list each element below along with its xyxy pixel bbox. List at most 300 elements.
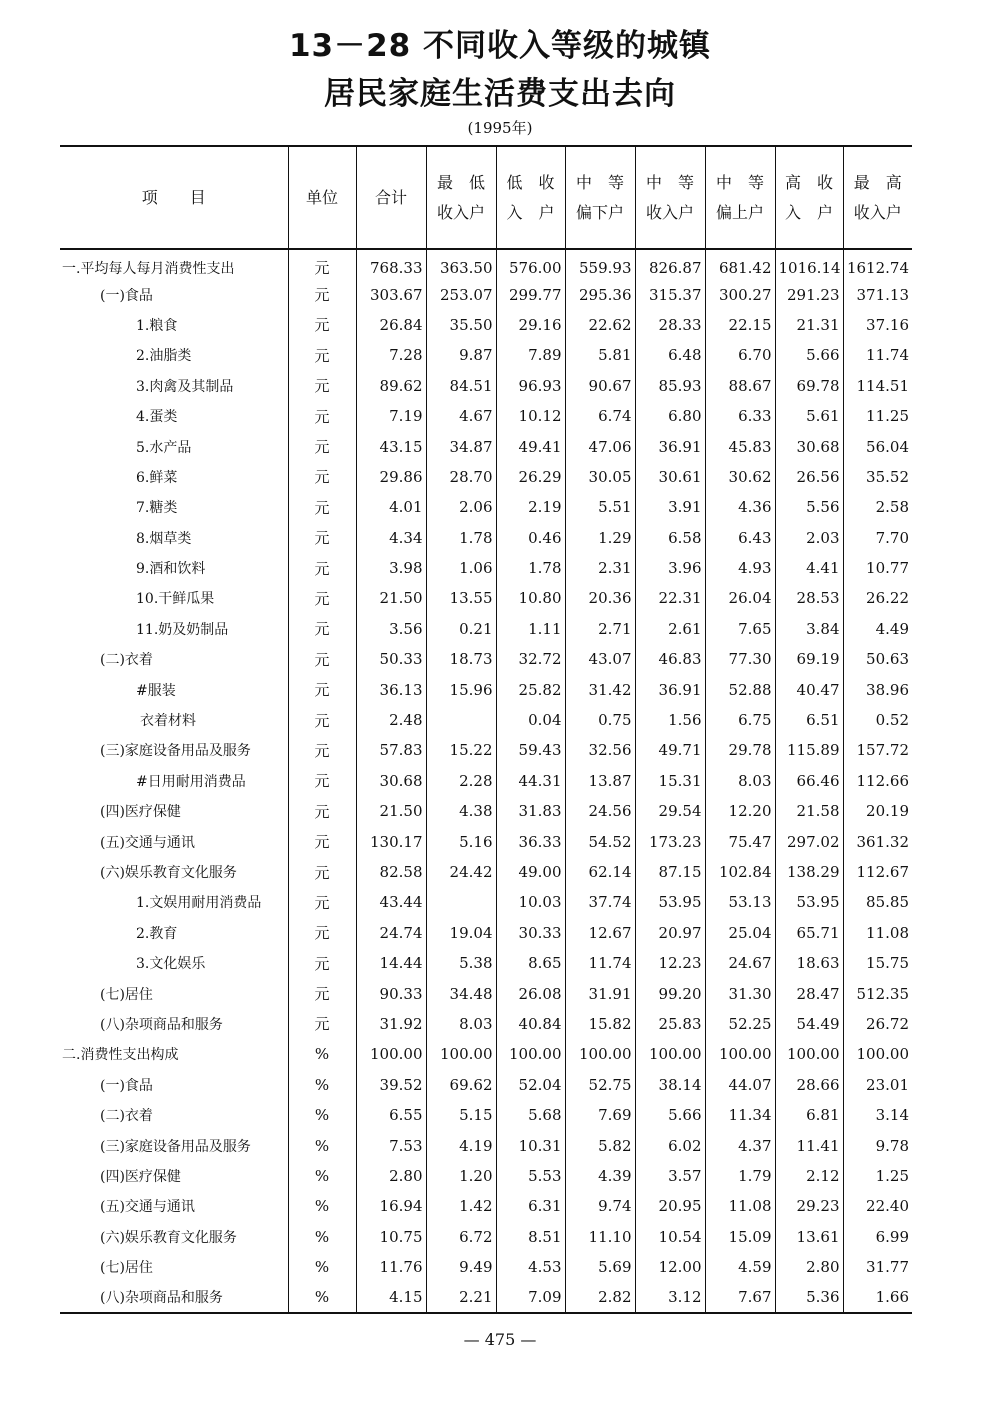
- row-value: 16.94: [356, 1191, 426, 1221]
- row-value: 11.34: [705, 1100, 775, 1130]
- row-value: [426, 705, 496, 735]
- row-value: 18.63: [775, 948, 843, 978]
- row-value: 40.84: [496, 1009, 565, 1039]
- row-value: 4.37: [705, 1130, 775, 1160]
- row-value: 3.12: [635, 1282, 705, 1312]
- table-row: [60, 644, 912, 674]
- row-value: 22.40: [843, 1191, 912, 1221]
- row-value: 46.83: [635, 644, 705, 674]
- row-value: 28.66: [775, 1070, 843, 1100]
- row-value: 6.31: [496, 1191, 565, 1221]
- row-value: 3.14: [843, 1100, 912, 1130]
- row-value: 34.87: [426, 431, 496, 461]
- row-value: 10.77: [843, 553, 912, 583]
- row-value: 59.43: [496, 735, 565, 765]
- row-unit: 元: [288, 826, 356, 856]
- row-value: 5.36: [775, 1282, 843, 1312]
- row-value: 31.42: [565, 674, 635, 704]
- row-value: 18.73: [426, 644, 496, 674]
- row-value: 12.20: [705, 796, 775, 826]
- row-value: 56.04: [843, 431, 912, 461]
- row-unit: 元: [288, 462, 356, 492]
- table-row: [60, 1252, 912, 1282]
- table-row: [60, 735, 912, 765]
- row-value: 77.30: [705, 644, 775, 674]
- row-value: 6.51: [775, 705, 843, 735]
- row-unit: %: [288, 1282, 356, 1312]
- row-value: 84.51: [426, 371, 496, 401]
- row-value: 11.74: [843, 340, 912, 370]
- row-value: 1.06: [426, 553, 496, 583]
- row-value: 4.53: [496, 1252, 565, 1282]
- row-value: 173.23: [635, 826, 705, 856]
- row-value: 0.21: [426, 614, 496, 644]
- row-value: 24.74: [356, 918, 426, 948]
- row-value: 8.03: [426, 1009, 496, 1039]
- row-value: 23.01: [843, 1070, 912, 1100]
- row-value: 130.17: [356, 826, 426, 856]
- row-value: 4.36: [705, 492, 775, 522]
- row-value: 7.70: [843, 523, 912, 553]
- row-unit: 元: [288, 249, 356, 279]
- row-value: 47.06: [565, 431, 635, 461]
- row-value: 36.91: [635, 674, 705, 704]
- row-value: 30.68: [775, 431, 843, 461]
- row-item-label: 3.肉禽及其制品: [136, 378, 234, 395]
- table-row: [60, 1009, 912, 1039]
- row-value: 11.25: [843, 401, 912, 431]
- row-value: 19.04: [426, 918, 496, 948]
- row-value: 11.76: [356, 1252, 426, 1282]
- row-value: 4.38: [426, 796, 496, 826]
- table-body: [60, 249, 912, 1313]
- row-item-label: (四)医疗保健: [100, 1168, 181, 1185]
- row-value: 20.95: [635, 1191, 705, 1221]
- row-value: 30.62: [705, 462, 775, 492]
- row-item-label: (一)食品: [100, 287, 153, 304]
- row-value: 6.55: [356, 1100, 426, 1130]
- row-value: 26.08: [496, 978, 565, 1008]
- row-value: 7.89: [496, 340, 565, 370]
- row-value: 6.43: [705, 523, 775, 553]
- row-value: 5.53: [496, 1161, 565, 1191]
- row-value: 768.33: [356, 249, 426, 279]
- row-value: 253.07: [426, 279, 496, 309]
- row-unit: 元: [288, 796, 356, 826]
- row-value: 2.06: [426, 492, 496, 522]
- row-value: 1.11: [496, 614, 565, 644]
- row-value: 1.20: [426, 1161, 496, 1191]
- row-value: 300.27: [705, 279, 775, 309]
- row-unit: 元: [288, 583, 356, 613]
- row-unit: 元: [288, 674, 356, 704]
- row-unit: 元: [288, 766, 356, 796]
- row-item-label: 8.烟草类: [136, 530, 192, 547]
- row-value: [426, 887, 496, 917]
- row-value: 115.89: [775, 735, 843, 765]
- header-lowest-income: 最 低 收入户: [426, 146, 496, 249]
- row-value: 100.00: [565, 1039, 635, 1069]
- row-value: 29.23: [775, 1191, 843, 1221]
- row-value: 6.33: [705, 401, 775, 431]
- row-item-label: 1.粮食: [136, 317, 178, 334]
- row-item-label: 衣着材料: [140, 713, 196, 730]
- row-value: 5.16: [426, 826, 496, 856]
- row-value: 138.29: [775, 857, 843, 887]
- table-row: [60, 583, 912, 613]
- row-item-label: (六)娱乐教育文化服务: [100, 1229, 237, 1246]
- row-value: 826.87: [635, 249, 705, 279]
- table-row: [60, 279, 912, 309]
- row-value: 2.82: [565, 1282, 635, 1312]
- row-value: 99.20: [635, 978, 705, 1008]
- row-value: 361.32: [843, 826, 912, 856]
- table-row: [60, 1161, 912, 1191]
- row-value: 2.48: [356, 705, 426, 735]
- row-item-label: 10.干鲜瓜果: [136, 591, 215, 608]
- row-value: 6.70: [705, 340, 775, 370]
- table-row: [60, 918, 912, 948]
- row-value: 75.47: [705, 826, 775, 856]
- row-value: 4.15: [356, 1282, 426, 1312]
- row-value: 1612.74: [843, 249, 912, 279]
- row-value: 43.15: [356, 431, 426, 461]
- row-value: 49.41: [496, 431, 565, 461]
- row-value: 10.31: [496, 1130, 565, 1160]
- row-item-label: (一)食品: [100, 1077, 153, 1094]
- row-value: 21.50: [356, 796, 426, 826]
- row-value: 36.13: [356, 674, 426, 704]
- row-item-label: 1.文娱用耐用消费品: [136, 895, 262, 912]
- row-value: 157.72: [843, 735, 912, 765]
- row-value: 26.84: [356, 310, 426, 340]
- row-value: 7.28: [356, 340, 426, 370]
- row-value: 5.66: [635, 1100, 705, 1130]
- row-value: 88.67: [705, 371, 775, 401]
- row-item-label: (四)医疗保健: [100, 804, 181, 821]
- table-year: (1995年): [467, 119, 533, 137]
- table-row: [60, 887, 912, 917]
- row-unit: 元: [288, 310, 356, 340]
- row-value: 295.36: [565, 279, 635, 309]
- row-item-label: 5.水产品: [136, 439, 192, 456]
- row-unit: 元: [288, 948, 356, 978]
- header-highest-income: 最 高 收入户: [843, 146, 912, 249]
- row-value: 53.13: [705, 887, 775, 917]
- row-value: 5.38: [426, 948, 496, 978]
- row-value: 65.71: [775, 918, 843, 948]
- row-item-label: (二)衣着: [100, 1108, 153, 1125]
- table-row: [60, 978, 912, 1008]
- row-value: 20.36: [565, 583, 635, 613]
- row-value: 66.46: [775, 766, 843, 796]
- row-value: 52.04: [496, 1070, 565, 1100]
- row-value: 24.67: [705, 948, 775, 978]
- header-unit: 单位: [288, 146, 356, 249]
- row-value: 21.58: [775, 796, 843, 826]
- row-value: 0.75: [565, 705, 635, 735]
- table-row: [60, 857, 912, 887]
- row-value: 2.71: [565, 614, 635, 644]
- row-value: 26.56: [775, 462, 843, 492]
- row-value: 3.57: [635, 1161, 705, 1191]
- table-row: [60, 1222, 912, 1252]
- row-value: 28.70: [426, 462, 496, 492]
- table-row: [60, 310, 912, 340]
- row-unit: 元: [288, 431, 356, 461]
- table-row: [60, 674, 912, 704]
- row-value: 15.09: [705, 1222, 775, 1252]
- row-value: 2.58: [843, 492, 912, 522]
- row-value: 9.87: [426, 340, 496, 370]
- row-value: 576.00: [496, 249, 565, 279]
- table-row: [60, 948, 912, 978]
- header-low-income: 低 收 入 户: [496, 146, 565, 249]
- row-value: 1.79: [705, 1161, 775, 1191]
- row-value: 13.55: [426, 583, 496, 613]
- row-value: 32.56: [565, 735, 635, 765]
- row-value: 2.12: [775, 1161, 843, 1191]
- row-value: 11.08: [843, 918, 912, 948]
- row-value: 54.52: [565, 826, 635, 856]
- row-value: 8.03: [705, 766, 775, 796]
- row-value: 11.74: [565, 948, 635, 978]
- row-unit: 元: [288, 553, 356, 583]
- table-row: [60, 614, 912, 644]
- row-value: 4.19: [426, 1130, 496, 1160]
- row-unit: 元: [288, 735, 356, 765]
- row-value: 9.49: [426, 1252, 496, 1282]
- row-value: 13.61: [775, 1222, 843, 1252]
- row-value: 5.51: [565, 492, 635, 522]
- row-value: 3.98: [356, 553, 426, 583]
- row-value: 28.33: [635, 310, 705, 340]
- row-unit: %: [288, 1161, 356, 1191]
- row-unit: 元: [288, 705, 356, 735]
- row-value: 43.07: [565, 644, 635, 674]
- row-value: 3.96: [635, 553, 705, 583]
- row-value: 9.78: [843, 1130, 912, 1160]
- row-item-label: 7.糖类: [136, 500, 178, 517]
- row-value: 10.12: [496, 401, 565, 431]
- row-value: 26.72: [843, 1009, 912, 1039]
- row-value: 26.04: [705, 583, 775, 613]
- row-value: 36.33: [496, 826, 565, 856]
- row-value: 4.01: [356, 492, 426, 522]
- row-value: 8.65: [496, 948, 565, 978]
- table-row: [60, 371, 912, 401]
- row-value: 31.91: [565, 978, 635, 1008]
- row-value: 559.93: [565, 249, 635, 279]
- row-value: 7.19: [356, 401, 426, 431]
- row-unit: 元: [288, 644, 356, 674]
- row-value: 44.31: [496, 766, 565, 796]
- row-value: 100.00: [635, 1039, 705, 1069]
- row-value: 26.29: [496, 462, 565, 492]
- row-value: 2.28: [426, 766, 496, 796]
- row-value: 89.62: [356, 371, 426, 401]
- row-value: 13.87: [565, 766, 635, 796]
- row-value: 3.56: [356, 614, 426, 644]
- row-value: 2.61: [635, 614, 705, 644]
- row-value: 21.31: [775, 310, 843, 340]
- row-unit: %: [288, 1252, 356, 1282]
- row-item-label: (七)居住: [100, 1260, 153, 1277]
- row-value: 49.00: [496, 857, 565, 887]
- table-row: [60, 1282, 912, 1312]
- row-unit: 元: [288, 887, 356, 917]
- row-value: 2.31: [565, 553, 635, 583]
- row-value: 5.15: [426, 1100, 496, 1130]
- table-row: [60, 431, 912, 461]
- row-value: 2.19: [496, 492, 565, 522]
- row-value: 5.81: [565, 340, 635, 370]
- row-value: 1.25: [843, 1161, 912, 1191]
- row-unit: %: [288, 1130, 356, 1160]
- table-title-line2: 居民家庭生活费支出去向: [324, 76, 676, 112]
- row-unit: 元: [288, 371, 356, 401]
- header-lower-middle: 中 等 偏下户: [565, 146, 635, 249]
- row-value: 36.91: [635, 431, 705, 461]
- row-unit: %: [288, 1039, 356, 1069]
- row-item-label: (五)交通与通讯: [100, 1199, 195, 1216]
- row-value: 22.31: [635, 583, 705, 613]
- row-value: 37.16: [843, 310, 912, 340]
- row-value: 1.42: [426, 1191, 496, 1221]
- header-high-income: 高 收 入 户: [775, 146, 843, 249]
- row-value: 50.33: [356, 644, 426, 674]
- row-value: 9.74: [565, 1191, 635, 1221]
- row-unit: 元: [288, 918, 356, 948]
- row-value: 24.42: [426, 857, 496, 887]
- row-item-label: 4.蛋类: [136, 409, 178, 426]
- row-value: 31.92: [356, 1009, 426, 1039]
- row-value: 5.68: [496, 1100, 565, 1130]
- row-value: 12.67: [565, 918, 635, 948]
- row-value: 1.78: [496, 553, 565, 583]
- row-value: 3.91: [635, 492, 705, 522]
- row-value: 5.69: [565, 1252, 635, 1282]
- row-value: 303.67: [356, 279, 426, 309]
- row-value: 2.80: [356, 1161, 426, 1191]
- row-value: 371.13: [843, 279, 912, 309]
- row-value: 31.30: [705, 978, 775, 1008]
- row-value: 85.85: [843, 887, 912, 917]
- row-value: 100.00: [775, 1039, 843, 1069]
- table-row: [60, 249, 912, 279]
- row-value: 3.84: [775, 614, 843, 644]
- row-value: 62.14: [565, 857, 635, 887]
- table-row: [60, 1039, 912, 1069]
- row-unit: 元: [288, 492, 356, 522]
- row-item-label: (五)交通与通讯: [100, 834, 195, 851]
- row-value: 6.02: [635, 1130, 705, 1160]
- row-value: 87.15: [635, 857, 705, 887]
- table-row: [60, 340, 912, 370]
- row-value: 49.71: [635, 735, 705, 765]
- row-value: 15.82: [565, 1009, 635, 1039]
- table-row: [60, 1070, 912, 1100]
- row-unit: %: [288, 1070, 356, 1100]
- row-item-label: (二)衣着: [100, 652, 153, 669]
- row-item-label: 3.文化娱乐: [136, 956, 206, 973]
- row-value: 7.69: [565, 1100, 635, 1130]
- row-value: 6.80: [635, 401, 705, 431]
- table-row: [60, 796, 912, 826]
- row-value: 39.52: [356, 1070, 426, 1100]
- row-value: 52.25: [705, 1009, 775, 1039]
- row-value: 29.54: [635, 796, 705, 826]
- row-value: 112.66: [843, 766, 912, 796]
- row-item-label: 6.鲜菜: [136, 469, 178, 486]
- row-value: 28.53: [775, 583, 843, 613]
- row-unit: 元: [288, 978, 356, 1008]
- row-unit: 元: [288, 279, 356, 309]
- row-value: 25.83: [635, 1009, 705, 1039]
- row-value: 512.35: [843, 978, 912, 1008]
- row-value: 45.83: [705, 431, 775, 461]
- row-value: 22.15: [705, 310, 775, 340]
- row-value: 7.53: [356, 1130, 426, 1160]
- row-value: 6.74: [565, 401, 635, 431]
- table-row: [60, 462, 912, 492]
- row-value: 6.99: [843, 1222, 912, 1252]
- row-unit: 元: [288, 614, 356, 644]
- row-value: 30.33: [496, 918, 565, 948]
- row-value: 82.58: [356, 857, 426, 887]
- row-value: 5.82: [565, 1130, 635, 1160]
- row-value: 11.08: [705, 1191, 775, 1221]
- row-value: 6.72: [426, 1222, 496, 1252]
- row-value: 2.03: [775, 523, 843, 553]
- row-value: 43.44: [356, 887, 426, 917]
- header-middle-income: 中 等 收入户: [635, 146, 705, 249]
- table-row: [60, 1100, 912, 1130]
- row-item-label: (三)家庭设备用品及服务: [100, 1138, 251, 1155]
- row-value: 10.54: [635, 1222, 705, 1252]
- row-value: 363.50: [426, 249, 496, 279]
- row-value: 85.93: [635, 371, 705, 401]
- row-value: 54.49: [775, 1009, 843, 1039]
- header-upper-middle: 中 等 偏上户: [705, 146, 775, 249]
- row-value: 5.66: [775, 340, 843, 370]
- row-value: 315.37: [635, 279, 705, 309]
- row-value: 38.96: [843, 674, 912, 704]
- row-item-label: #服装: [136, 682, 176, 699]
- row-item-label: (三)家庭设备用品及服务: [100, 743, 251, 760]
- row-value: 1.29: [565, 523, 635, 553]
- row-value: 4.93: [705, 553, 775, 583]
- row-value: 5.61: [775, 401, 843, 431]
- row-item-label: 2.教育: [136, 925, 178, 942]
- row-value: 114.51: [843, 371, 912, 401]
- table-row: [60, 492, 912, 522]
- table-row: [60, 705, 912, 735]
- row-value: 100.00: [426, 1039, 496, 1069]
- row-value: 6.48: [635, 340, 705, 370]
- row-value: 12.00: [635, 1252, 705, 1282]
- row-value: 10.80: [496, 583, 565, 613]
- row-value: 4.49: [843, 614, 912, 644]
- row-value: 96.93: [496, 371, 565, 401]
- row-value: 29.86: [356, 462, 426, 492]
- row-value: 53.95: [775, 887, 843, 917]
- row-item-label: 9.酒和饮料: [136, 561, 206, 578]
- row-value: 15.96: [426, 674, 496, 704]
- row-value: 1.78: [426, 523, 496, 553]
- table-row: [60, 826, 912, 856]
- row-value: 5.56: [775, 492, 843, 522]
